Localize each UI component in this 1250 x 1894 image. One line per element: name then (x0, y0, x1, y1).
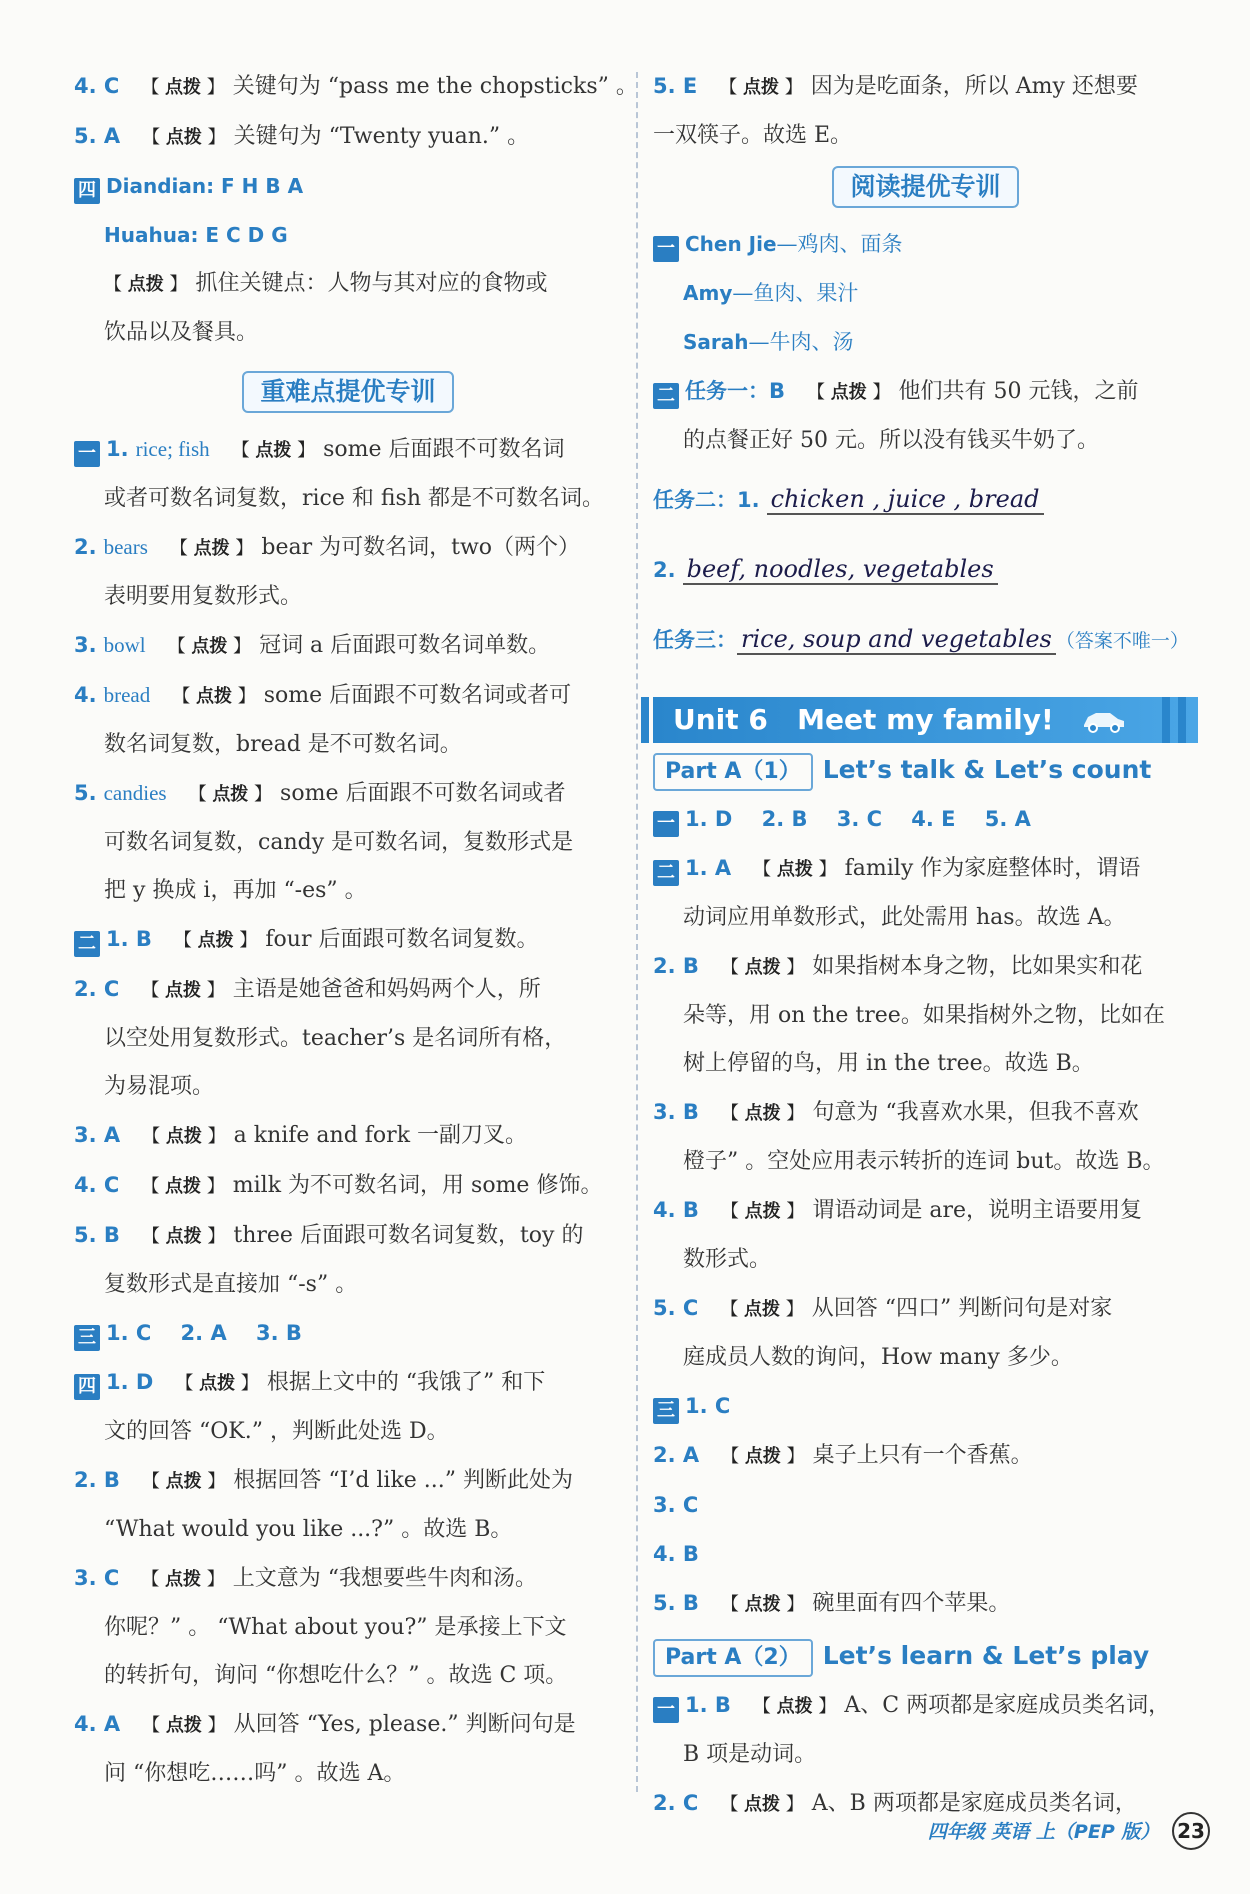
reading-section-1: 一 Chen Jie—鸡肉、面条 Amy—鱼肉、果汁 Sarah—牛肉、汤 (653, 220, 1198, 367)
group-4: 四 1. D【 点拨 】 根据上文中的 “我饿了” 和下 文的回答 “OK.” ，判断此处选 D。 2. B【 点拨 】 根据回答 “I’d like ...” 判断此处为 “What would you like ...?” 。故选 B。 3. C【 点拨 】 上文意为 “我想要些牛肉和汤。 你呢？” 。 “What about you?” 是承接上下文 的转折句，询问 “你想吃什么？” 。故选 C 项。 4. A【 点拨 】 从回答 “Yes, please.” 判断问句是 问 “你想吃……吗” 。故选 A。 (74, 1358, 622, 1798)
top-items-left (74, 62, 638, 162)
part-a1-header: Part A（1） Let’s talk & Let’s count (653, 753, 1198, 791)
group-1: 一 1. rice; fish【 点拨 】 some 后面跟不可数名词 或者可数名词复数，rice 和 fish 都是不可数名词。 2. bears【 点拨 】 bear 为可数名词，two（两个） 表明要用复数形式。 3. bowl【 点拨 】 冠词 a 后面跟可数名词单数。 4. bread【 点拨 】 some 后面跟不可数名词或者可 数名词复数，bread 是不可数名词。 5. candies【 点拨 】 some 后面跟不可数名词或者 可数名词复数，candy 是可数名词，复数形式是 把 y 换成 i，再加 “-es” 。 (74, 425, 622, 915)
section-number-icon: 二 (653, 860, 679, 886)
top-item-right: 5. E【 点拨 】 因为是吃面条，所以 Amy 还想要 一双筷子。故选 E。 (653, 62, 1198, 160)
part-a1-section-2: 二 1. A【 点拨 】 family 作为家庭整体时，谓语 动词应用单数形式，此处需用 has。故选 A。 2. B【 点拨 】 如果指树本身之物，比如果实和花 朵等，用 on the tree。如果指树外之物，比如在 树上停留的鸟，用 in the tree。故选 B。 3. B【 点拨 】 句意为 “我喜欢水果，但我不喜欢 橙子” 。空处应用表示转折的连词 but。故选 B。 4. B【 点拨 】 谓语动词是 are，说明主语要用复 数形式。 5. C【 点拨 】 从回答 “四口” 判断问句是对家 庭成员人数的询问，How many 多少。 (653, 844, 1198, 1382)
part-a2-section-1: 一 1. B【 点拨 】 A、C 两项都是家庭成员类名词， B 项是动词。 2. C【 点拨 】 A、B 两项都是家庭成员类名词， (653, 1681, 1198, 1829)
section-4-matching: 四 Diandian: F H B A Huahua: E C D G 【 点拨 】 抓住关键点：人物与其对应的食物或 饮品以及餐具。 (74, 162, 622, 357)
part-a1-section-1: 一 1. D 2. B 3. C 4. E 5. A (653, 795, 1198, 844)
part-a1-section-3: 三 1. C 2. A【 点拨 】 桌子上只有一个香蕉。 3. C 4. B 5. B【 点拨 】 碗里面有四个苹果。 (653, 1382, 1198, 1629)
page-number: 23 (1172, 1812, 1210, 1850)
column-divider (636, 72, 638, 1792)
right-column (653, 62, 1198, 1829)
part-a2-header: Part A（2） Let’s learn & Let’s play (653, 1639, 1198, 1677)
section-title: 重难点提优专训 (242, 371, 453, 413)
list-item: 5. A【 点拨 】 关键句为 “Twenty yuan.” 。 (74, 112, 622, 162)
section-number-icon: 二 (653, 383, 679, 409)
group-3: 三 1. C 2. A 3. B (74, 1309, 622, 1358)
list-item: 4. C【 点拨 】 关键句为 “pass me the chopsticks” 。 (74, 62, 622, 112)
section-number-icon: 一 (74, 441, 100, 467)
car-icon (1080, 707, 1128, 733)
page-footer: 四年级 英语 上（PEP 版） 23 (928, 1812, 1210, 1850)
reading-section-2: 二 任务一：B【 点拨 】 他们共有 50 元钱，之前 的点餐正好 50 元。所以没有钱买牛奶了。 任务二：1. chicken , juice , bread 2. beef, noodles, vegetables 任务三： rice, soup and vegetables （答案不唯一） (653, 367, 1198, 675)
section-number-icon: 三 (653, 1398, 679, 1424)
group-2: 二 1. B【 点拨 】 four 后面跟可数名词复数。 2. C【 点拨 】 主语是她爸爸和妈妈两个人，所 以空处用复数形式。teacher’s 是名词所有格， 为易混项。 3. A【 点拨 】 a knife and fork 一副刀叉。 4. C【 点拨 】 milk 为不可数名词，用 some 修饰。 5. B【 点拨 】 three 后面跟可数名词复数，toy 的 复数形式是直接加 “-s” 。 (74, 915, 622, 1309)
section-number-icon: 三 (74, 1325, 100, 1351)
unit-banner: Unit 6 Meet my family! (653, 697, 1198, 743)
left-column (74, 62, 638, 1798)
section-number-icon: 一 (653, 1697, 679, 1723)
section-number-icon: 一 (653, 236, 679, 262)
section-number-icon: 二 (74, 931, 100, 957)
handwritten-answer: rice, soup and vegetables (737, 625, 1056, 655)
handwritten-answer: beef, noodles, vegetables (683, 555, 998, 585)
section-title: 阅读提优专训 (832, 166, 1018, 208)
handwritten-answer: chicken , juice , bread (767, 485, 1044, 515)
section-number-icon: 一 (653, 811, 679, 837)
section-number-icon: 四 (74, 1374, 100, 1400)
section-number-icon: 四 (74, 178, 100, 204)
